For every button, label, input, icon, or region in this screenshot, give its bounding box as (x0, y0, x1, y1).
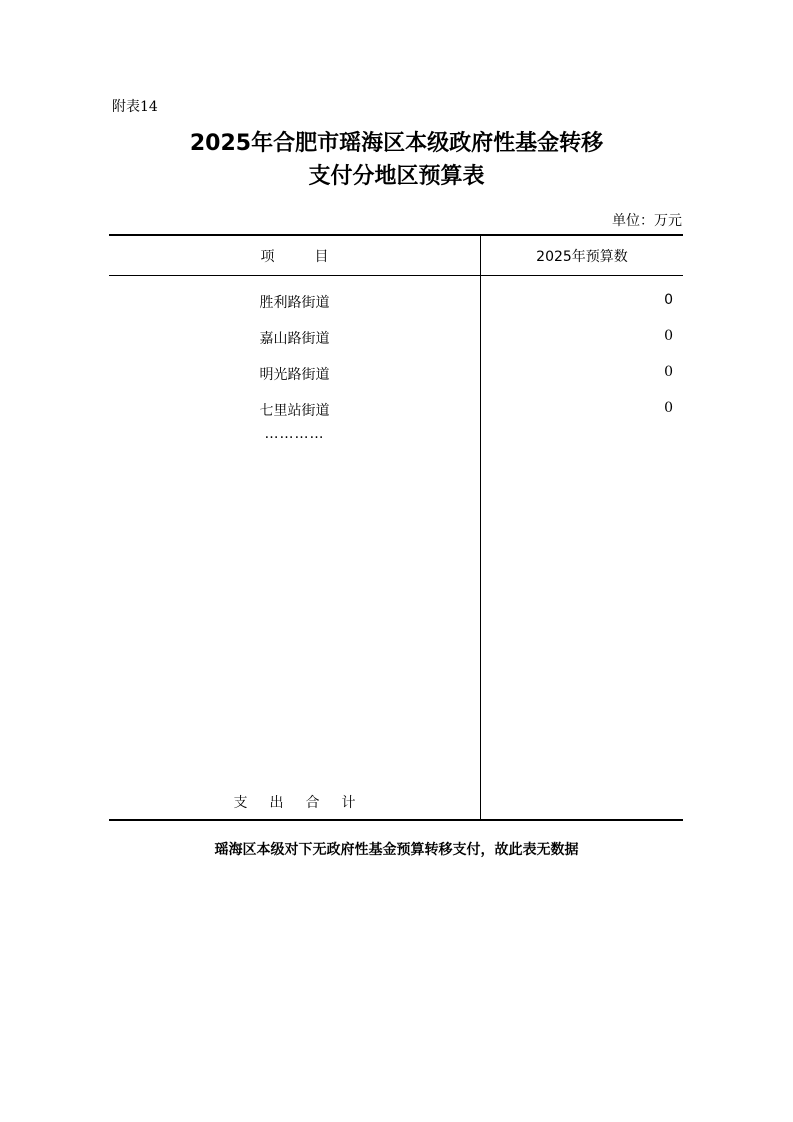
row-name: 七里站街道 (259, 403, 330, 419)
row-value: 0 (664, 400, 673, 416)
page-title-line-1: 2025年合肥市瑶海区本级政府性基金转移 (189, 131, 604, 156)
row-value: 0 (664, 292, 673, 308)
header-item-column: 项目 (260, 249, 369, 265)
table-row (109, 284, 683, 320)
row-value: 0 (664, 328, 673, 344)
continuation-ellipsis: ………… (264, 426, 325, 442)
total-row-label: 支出合计 (233, 795, 378, 811)
budget-table (109, 234, 683, 821)
table-row (109, 320, 683, 356)
unit-label: 单位：万元 (612, 213, 682, 229)
row-name: 明光路街道 (259, 367, 330, 383)
table-row (109, 356, 683, 392)
table-row (109, 392, 683, 428)
footnote: 瑶海区本级对下无政府性基金预算转移支付，故此表无数据 (214, 842, 579, 858)
attachment-label: 附表14 (112, 99, 158, 115)
header-budget-column: 2025年预算数 (536, 249, 628, 265)
row-name: 胜利路街道 (259, 295, 330, 311)
header-divider (109, 275, 683, 276)
page-title-line-2: 支付分地区预算表 (308, 164, 485, 189)
row-name: 嘉山路街道 (259, 331, 330, 347)
row-value: 0 (664, 364, 673, 380)
